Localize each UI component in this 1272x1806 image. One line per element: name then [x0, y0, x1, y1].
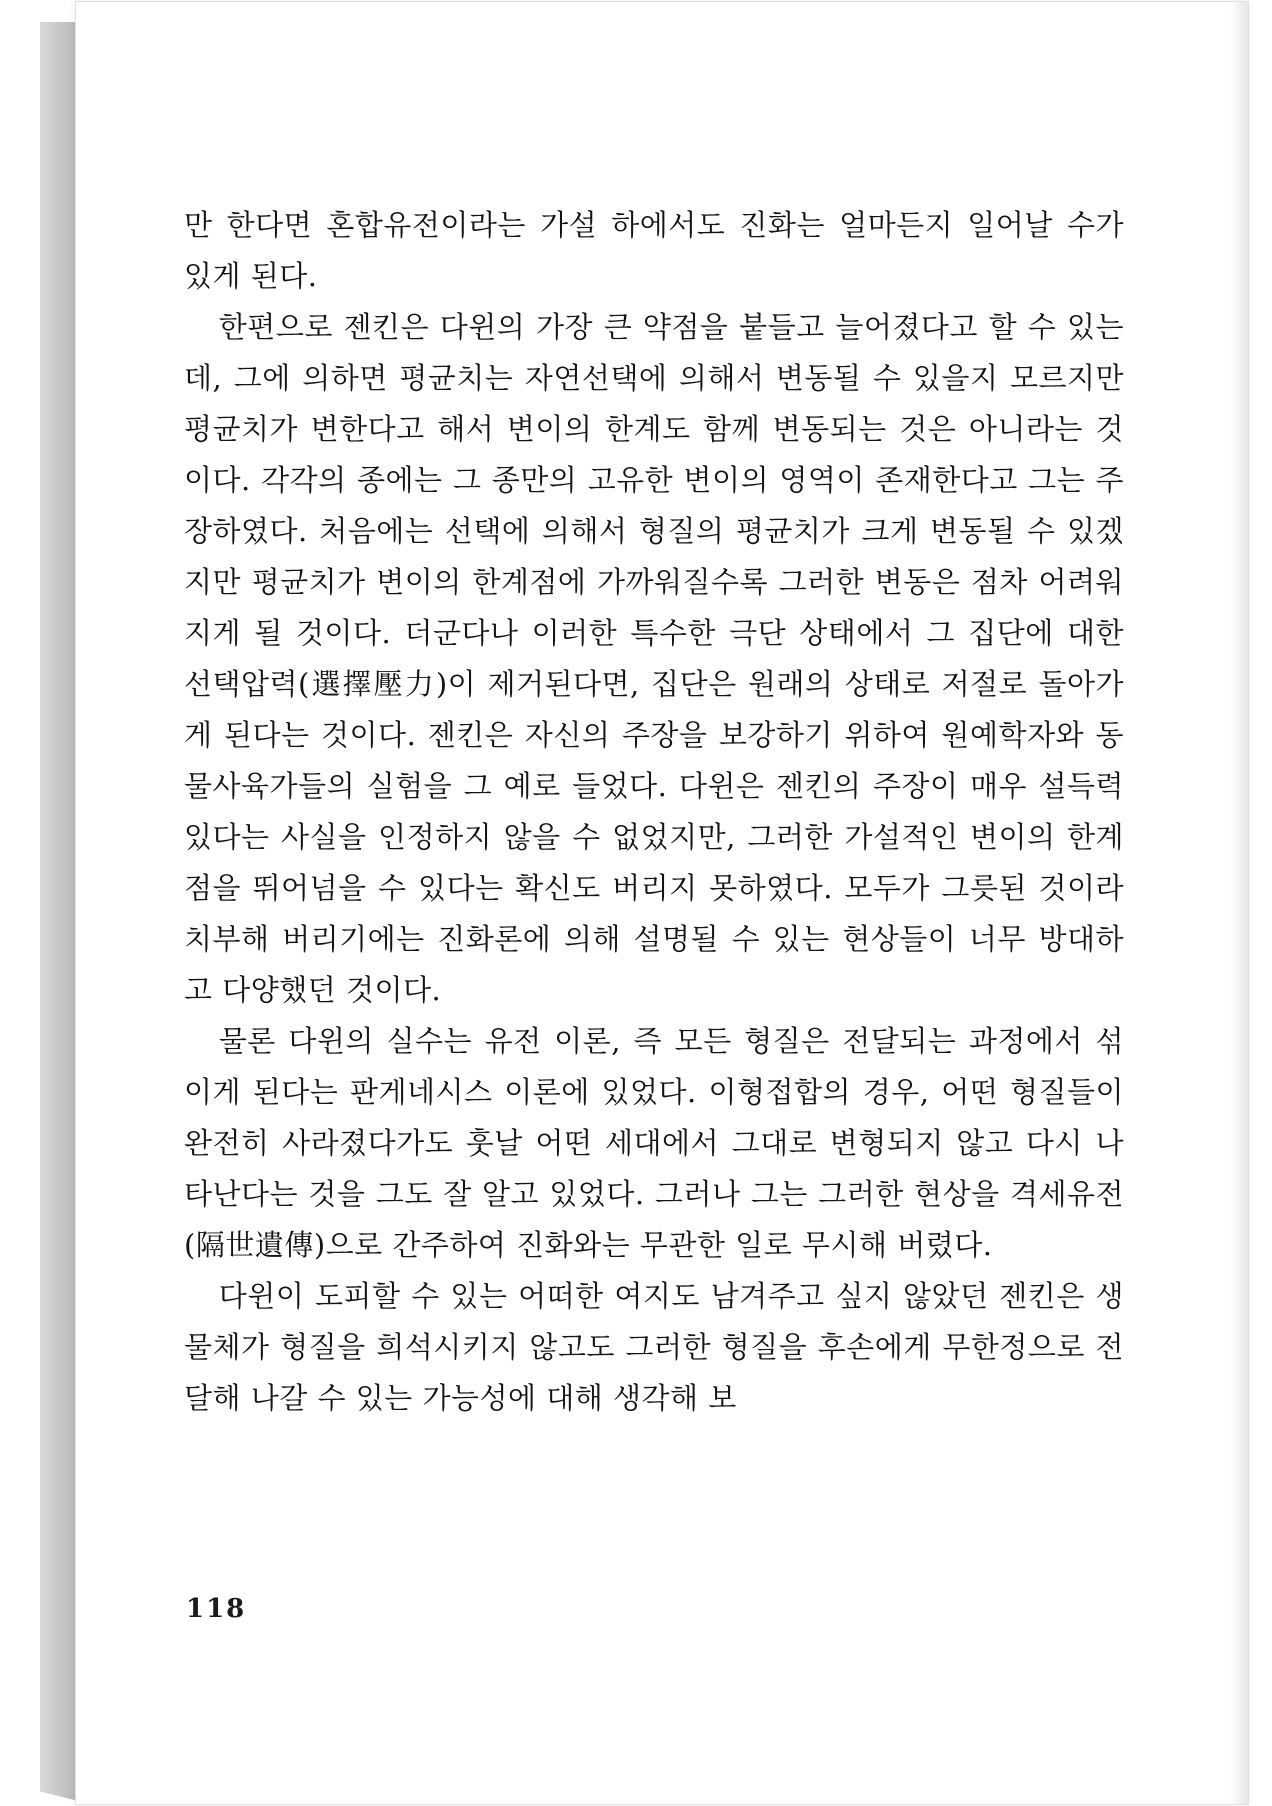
page-number: 118 [186, 1594, 247, 1624]
paragraph-1: 만 한다면 혼합유전이라는 가설 하에서도 진화는 얼마든지 일어날 수가 있게 된다. [184, 208, 1124, 293]
page-edge-shadow [1230, 2, 1248, 1804]
body-text [184, 200, 1124, 1424]
paragraph-2: 한편으로 젠킨은 다윈의 가장 큰 약점을 붙들고 늘어졌다고 할 수 있는데, 그에 의하면 평균치는 자연선택에 의해서 변동될 수 있을지 모르지만 평균치가 변한다고 해서 변이의 한계도 함께 변동되는 것은 아니라는 것이다. 각각의 종에는 그 종만의 고유한 변이의 영역이 존재한다고 그는 주장하였다. 처음에는 선택에 의해서 형질의 평균치가 크게 변동될 수 있겠지만 평균치가 변이의 한계점에 가까워질수록 그러한 변동은 점차 어려워지게 될 것이다. 더군다나 이러한 특수한 극단 상태에서 그 집단에 대한 선택압력(選擇壓力)이 제거된다면, 집단은 원래의 상태로 저절로 돌아가게 된다는 것이다. 젠킨은 자신의 주장을 보강하기 위하여 원예학자와 동물사육가들의 실험을 그 예로 들었다. 다윈은 젠킨의 주장이 매우 설득력 있다는 사실을 인정하지 않을 수 없었지만, 그러한 가설적인 변이의 한계점을 뛰어넘을 수 있다는 확신도 버리지 못하였다. 모두가 그릇된 것이라 치부해 버리기에는 진화론에 의해 설명될 수 있는 현상들이 너무 방대하고 다양했던 것이다. [184, 310, 1124, 1007]
paragraph-3: 물론 다윈의 실수는 유전 이론, 즉 모든 형질은 전달되는 과정에서 섞이게 된다는 판게네시스 이론에 있었다. 이형접합의 경우, 어떤 형질들이 완전히 사라졌다가도 훗날 어떤 세대에서 그대로 변형되지 않고 다시 나타난다는 것을 그도 잘 알고 있었다. 그러나 그는 그러한 현상을 격세유전(隔世遺傳)으로 간주하여 진화와는 무관한 일로 무시해 버렸다. [184, 1024, 1124, 1262]
paragraph-4: 다윈이 도피할 수 있는 어떠한 여지도 남겨주고 싶지 않았던 젠킨은 생물체가 형질을 희석시키지 않고도 그러한 형질을 후손에게 무한정으로 전달해 나갈 수 있는 가능성에 대해 생각해 보 [184, 1279, 1124, 1415]
